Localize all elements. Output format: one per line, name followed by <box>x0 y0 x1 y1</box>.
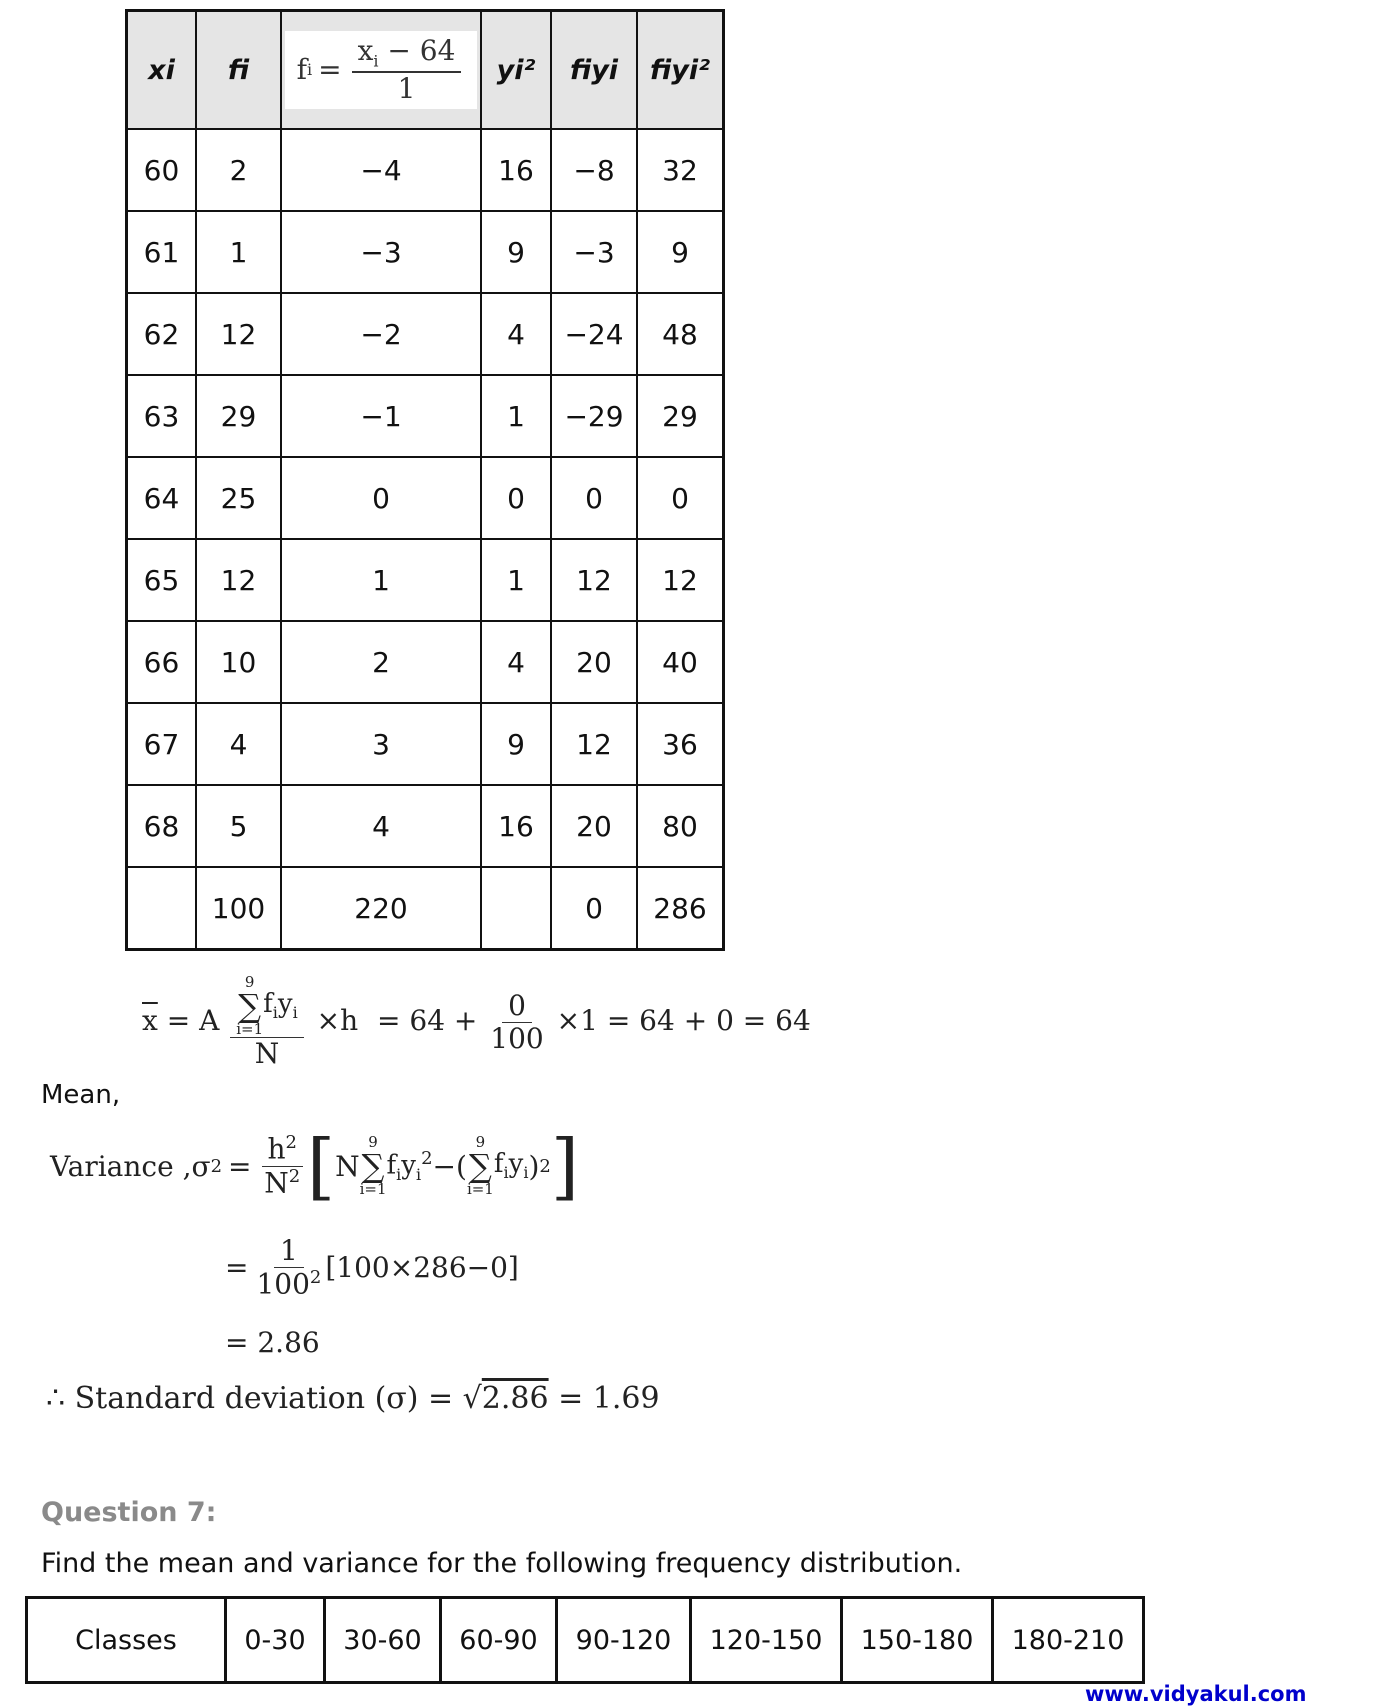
line2-eq: = <box>225 1251 249 1285</box>
variance-line2 <box>225 1235 519 1301</box>
watermark-link[interactable]: www.vidyakul.com <box>1085 1682 1307 1706</box>
cell: 5 <box>196 785 281 867</box>
cell: 66 <box>127 621 197 703</box>
mean-formula <box>142 975 811 1070</box>
line2-num: 1 <box>274 1235 304 1268</box>
sum-term-y: y <box>277 988 293 1019</box>
table-header-row <box>127 11 724 130</box>
n-sup: 2 <box>288 1165 301 1187</box>
question-text: Find the mean and variance for the following frequency distribution. <box>41 1548 963 1579</box>
sum-term-y-sub: i <box>292 1002 298 1022</box>
cell: 12 <box>196 293 281 375</box>
line2-den-sup: 2 <box>309 1267 322 1289</box>
cell: 12 <box>551 539 637 621</box>
cell: 1 <box>481 539 551 621</box>
cell: −24 <box>551 293 637 375</box>
cell: 4 <box>196 703 281 785</box>
cell: 16 <box>481 785 551 867</box>
cell: 1 <box>481 375 551 457</box>
sd-radicand: 2.86 <box>481 1381 549 1416</box>
sum-term-f: f <box>263 988 273 1019</box>
line2-rest: [100×286−0] <box>325 1251 519 1285</box>
class-cell: 30-60 <box>325 1598 441 1683</box>
cell: 220 <box>281 867 481 950</box>
cell: 64 <box>127 457 197 539</box>
n-term: N <box>335 1149 360 1183</box>
cell: 16 <box>481 129 551 211</box>
cell <box>481 867 551 950</box>
h-sup: 2 <box>285 1131 297 1153</box>
cell: 0 <box>481 457 551 539</box>
cell: 100 <box>196 867 281 950</box>
frac2-den: 100 <box>490 1022 544 1056</box>
sigma-top: 9 <box>244 973 255 991</box>
cell: 36 <box>637 703 724 785</box>
variance-eq: = <box>228 1149 252 1183</box>
cell: 80 <box>637 785 724 867</box>
cell: 3 <box>281 703 481 785</box>
h-num: h <box>267 1132 286 1166</box>
cell: −3 <box>281 211 481 293</box>
mean-eq-a: = A <box>166 1004 220 1038</box>
sigma-bottom: i=1 <box>236 1020 264 1038</box>
cell: 9 <box>637 211 724 293</box>
formula-num-rest: − 64 <box>378 33 456 67</box>
cell: 48 <box>637 293 724 375</box>
term1-f-sub: i <box>396 1164 402 1184</box>
cell: 2 <box>196 129 281 211</box>
table-row <box>127 457 724 539</box>
cell: 32 <box>637 129 724 211</box>
sigma-sum: 9 ∑ i=1 <box>236 973 264 1038</box>
cell: 9 <box>481 211 551 293</box>
class-cell: 0-30 <box>226 1598 325 1683</box>
cell: 68 <box>127 785 197 867</box>
sigma-bottom-2: i=1 <box>466 1180 494 1198</box>
table-row <box>127 539 724 621</box>
cell: 29 <box>637 375 724 457</box>
times-h: ×h <box>316 1004 359 1038</box>
cell: 40 <box>637 621 724 703</box>
classes-table <box>25 1596 1145 1684</box>
formula-num: x <box>357 33 374 67</box>
frequency-table <box>125 9 725 951</box>
cell: 9 <box>481 703 551 785</box>
formula-num-sub: i <box>373 51 379 71</box>
variance-label: Variance ,σ <box>50 1149 211 1183</box>
term1-y-sup: 2 <box>421 1148 433 1170</box>
table-row <box>127 621 724 703</box>
table-row <box>127 129 724 211</box>
mean-den: N <box>254 1037 280 1070</box>
cell: 0 <box>637 457 724 539</box>
header-yi-formula <box>281 11 481 130</box>
class-cell: 120-150 <box>691 1598 842 1683</box>
table-row <box>127 785 724 867</box>
cell: 12 <box>551 703 637 785</box>
variance-line3: = 2.86 <box>225 1326 320 1359</box>
table-row <box>127 211 724 293</box>
cell: 286 <box>637 867 724 950</box>
class-cell: 90-120 <box>557 1598 691 1683</box>
sigma-top-1: 9 <box>368 1133 378 1151</box>
cell: 0 <box>551 457 637 539</box>
cell: 67 <box>127 703 197 785</box>
header-xi: xi <box>127 11 197 130</box>
classes-row <box>27 1598 1144 1683</box>
mean-eq2: = 64 + <box>377 1004 478 1038</box>
header-yi-sq: yi² <box>481 11 551 130</box>
sigma-sum-2: 9 ∑ i=1 <box>466 1133 494 1198</box>
variance-label-sup: 2 <box>210 1155 223 1177</box>
term2-f: f <box>493 1149 504 1180</box>
cell <box>127 867 197 950</box>
sigma-top-2: 9 <box>475 1133 486 1151</box>
sum-term-f-sub: i <box>272 1002 278 1022</box>
x-bar: $\overline{x}$ <box>142 1004 158 1038</box>
cell: −2 <box>281 293 481 375</box>
header-fiyi-sq: fiyi² <box>637 11 724 130</box>
cell: −4 <box>281 129 481 211</box>
yi-formula <box>285 31 478 109</box>
mean-fraction2 <box>490 990 543 1055</box>
formula-eq: = <box>318 53 342 87</box>
formula-lhs: f <box>296 53 307 87</box>
n-den: N <box>264 1165 289 1199</box>
term1-f: f <box>386 1150 397 1181</box>
variance-minus: −( <box>432 1149 467 1183</box>
cell: 1 <box>281 539 481 621</box>
table-row <box>127 703 724 785</box>
variance-close: ) <box>528 1149 540 1183</box>
header-fi: fi <box>196 11 281 130</box>
formula-fraction <box>352 35 462 105</box>
sqrt-symbol: √ <box>462 1381 482 1416</box>
header-fiyi: fiyi <box>551 11 637 130</box>
cell: 0 <box>281 457 481 539</box>
cell: 25 <box>196 457 281 539</box>
term1-y: y <box>401 1150 416 1181</box>
mean-fraction <box>230 975 304 1070</box>
cell: −3 <box>551 211 637 293</box>
cell: 4 <box>281 785 481 867</box>
class-cell: 150-180 <box>842 1598 993 1683</box>
cell: 62 <box>127 293 197 375</box>
mean-rest: ×1 = 64 + 0 = 64 <box>556 1004 811 1038</box>
cell: 61 <box>127 211 197 293</box>
line2-den: 100 <box>256 1267 310 1301</box>
cell: 12 <box>637 539 724 621</box>
standard-deviation <box>46 1381 660 1416</box>
table-total-row <box>127 867 724 950</box>
cell: 2 <box>281 621 481 703</box>
classes-label: Classes <box>27 1598 226 1683</box>
frac2-num: 0 <box>502 990 532 1023</box>
cell: −29 <box>551 375 637 457</box>
variance-close-sup: 2 <box>539 1155 551 1177</box>
cell: 29 <box>196 375 281 457</box>
cell: 4 <box>481 293 551 375</box>
cell: 63 <box>127 375 197 457</box>
sigma-sum-1: 9 ∑ i=1 <box>359 1133 387 1198</box>
formula-lhs-sub: i <box>306 60 313 80</box>
class-cell: 60-90 <box>441 1598 557 1683</box>
cell: 60 <box>127 129 197 211</box>
table-row <box>127 375 724 457</box>
line2-fraction <box>256 1235 321 1301</box>
question-title: Question 7: <box>41 1497 217 1528</box>
term2-f-sub: i <box>503 1163 509 1183</box>
cell: 4 <box>481 621 551 703</box>
cell: −1 <box>281 375 481 457</box>
cell: 65 <box>127 539 197 621</box>
sd-result: = 1.69 <box>548 1381 660 1416</box>
cell: 0 <box>551 867 637 950</box>
mean-label: Mean, <box>41 1080 121 1110</box>
table-row <box>127 293 724 375</box>
sigma-bottom-1: i=1 <box>359 1180 387 1198</box>
variance-formula: Variance ,σ 2 = $\frac{h^2}{N^2}$ [ N 9 ∑ i=1 $f_iy_i^2$ −( 9 ∑ i=1 $f_iy_i$ ) 2 ] <box>50 1124 579 1208</box>
cell: 10 <box>196 621 281 703</box>
cell: −8 <box>551 129 637 211</box>
term1-y-sub: i <box>415 1164 422 1184</box>
class-cell: 180-210 <box>993 1598 1144 1683</box>
term2-y: y <box>508 1149 524 1180</box>
cell: 20 <box>551 785 637 867</box>
sd-text: ∴ Standard deviation (σ) = <box>46 1381 463 1416</box>
term2-y-sub: i <box>523 1163 529 1183</box>
cell: 1 <box>196 211 281 293</box>
h-over-n-fraction <box>262 1133 304 1199</box>
cell: 20 <box>551 621 637 703</box>
cell: 12 <box>196 539 281 621</box>
formula-den: 1 <box>397 71 416 105</box>
